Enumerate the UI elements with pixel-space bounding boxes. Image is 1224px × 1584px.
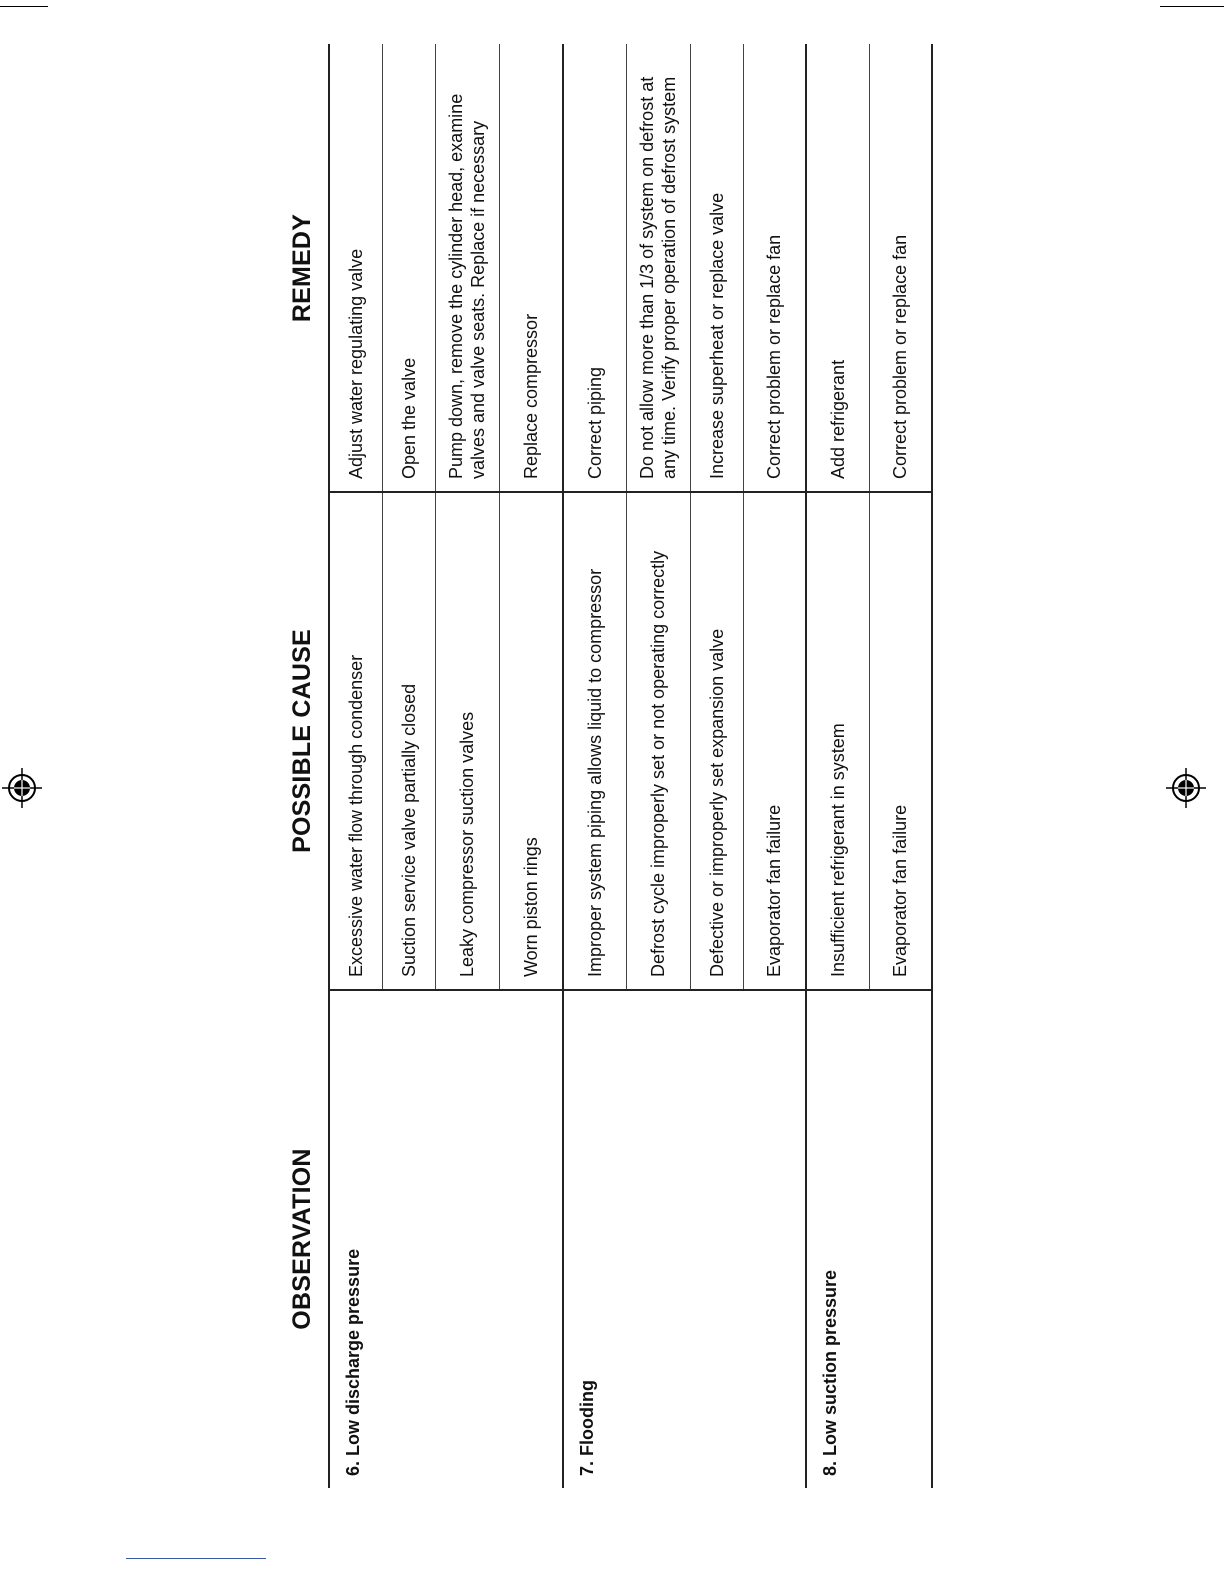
registration-mark-left-icon <box>2 768 42 808</box>
remedy-cell: Replace compressor <box>499 44 563 492</box>
remedy-cell: Add refrigerant <box>806 44 869 492</box>
remedy-cell: Correct problem or replace fan <box>869 44 932 492</box>
cause-cell: Suction service valve partially closed <box>382 492 435 990</box>
cause-cell: Evaporator fan failure <box>743 492 806 990</box>
registration-mark-right-icon <box>1166 768 1206 808</box>
remedy-cell: Correct piping <box>563 44 626 492</box>
cause-cell: Excessive water flow through condenser <box>329 492 382 990</box>
observation-low-discharge-pressure: 6. Low discharge pressure <box>329 990 563 1488</box>
cause-cell: Improper system piping allows liquid to compressor <box>563 492 626 990</box>
crop-mark-top-right <box>1160 6 1224 7</box>
cause-cell: Evaporator fan failure <box>869 492 932 990</box>
table-row <box>329 44 382 1488</box>
remedy-cell: Do not allow more than 1/3 of system on defrost at any time. Verify proper operation of defrost system <box>626 44 690 492</box>
crop-mark-top-left <box>0 6 48 7</box>
table-row <box>806 44 869 1488</box>
observation-flooding: 7. Flooding <box>563 990 806 1488</box>
header-row <box>276 44 329 1488</box>
remedy-cell: Open the valve <box>382 44 435 492</box>
header-observation: OBSERVATION <box>276 990 329 1488</box>
observation-low-suction-pressure: 8. Low suction pressure <box>806 990 932 1488</box>
cause-cell: Worn piston rings <box>499 492 563 990</box>
remedy-cell: Increase superheat or replace valve <box>690 44 743 492</box>
remedy-cell: Adjust water regulating valve <box>329 44 382 492</box>
cause-cell: Leaky compressor suction valves <box>435 492 499 990</box>
header-possible-cause: POSSIBLE CAUSE <box>276 492 329 990</box>
troubleshooting-table <box>276 44 934 1488</box>
cause-cell: Defective or improperly set expansion valve <box>690 492 743 990</box>
remedy-cell: Pump down, remove the cylinder head, examine valves and valve seats. Replace if necessary <box>435 44 499 492</box>
table-row <box>563 44 626 1488</box>
header-remedy: REMEDY <box>276 44 329 492</box>
table <box>276 44 933 1488</box>
cause-cell: Insufficient refrigerant in system <box>806 492 869 990</box>
crop-mark-bottom <box>126 1558 266 1559</box>
remedy-cell: Correct problem or replace fan <box>743 44 806 492</box>
cause-cell: Defrost cycle improperly set or not operating correctly <box>626 492 690 990</box>
